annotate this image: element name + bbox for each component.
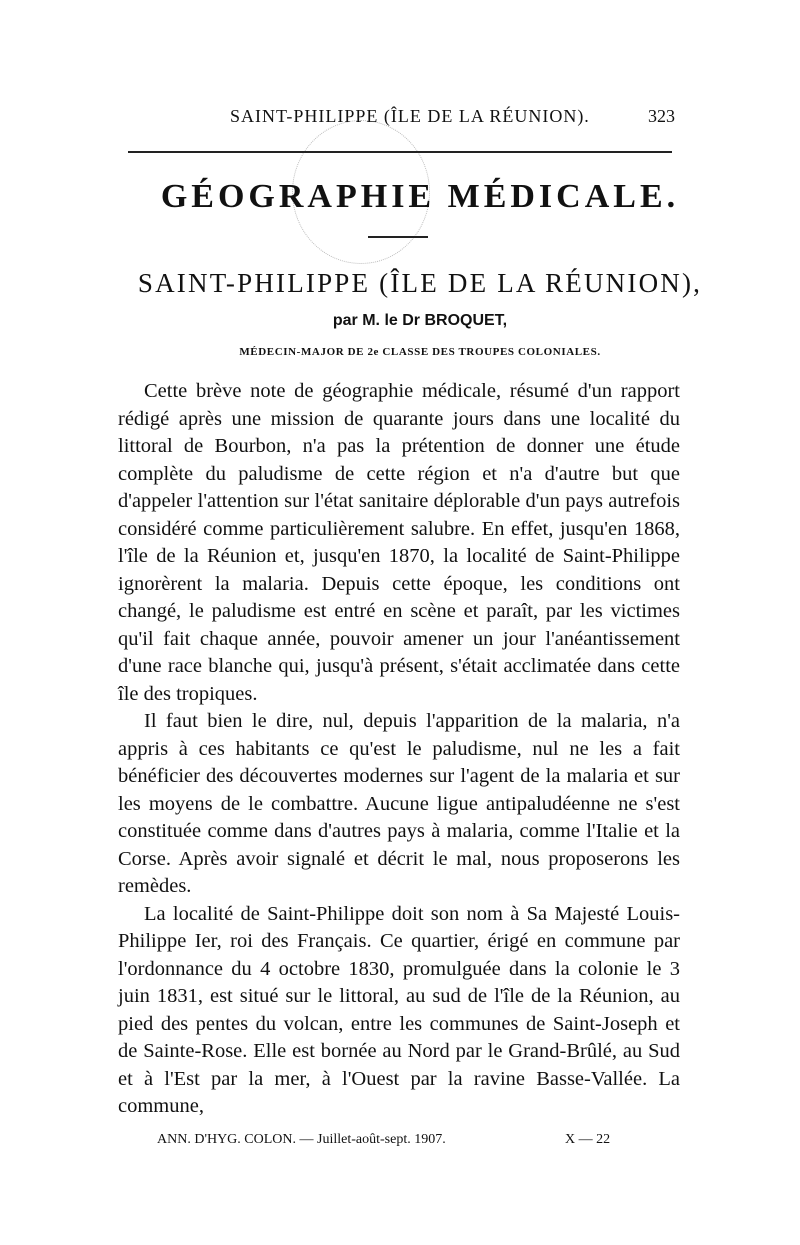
- title-rule: [368, 236, 428, 238]
- author-rank: MÉDECIN-MAJOR DE 2e CLASSE DES TROUPES COLONIALES.: [239, 346, 601, 358]
- byline: par M. le Dr BROQUET,: [332, 312, 508, 329]
- article-title: SAINT-PHILIPPE (ÎLE DE LA RÉUNION),: [137, 268, 703, 298]
- page-footer: [0, 1132, 800, 1156]
- paragraph: La localité de Saint-Philippe doit son nom à Sa Majesté Louis-Philippe Ier, roi des Français. Ce quartier, érigé en commune par l'ordonnance du 4 octobre 1830, promulguée dans la colonie le 3 juin 1831, est situé sur le littoral, au sud de l'île de la Réunion, au pied des pentes du volcan, entre les communes de Saint-Joseph et de Sainte-Rose. Elle est bornée au Nord par le Grand-Brûlé, au Sud et à l'Est par la mer, à l'Ouest par la ravine Basse-Vallée. La commune,: [118, 902, 680, 1117]
- article-body: [118, 378, 680, 1121]
- section-title: GÉOGRAPHIE MÉDICALE.: [160, 178, 680, 215]
- footer-sheet-mark: X — 22: [565, 1132, 611, 1147]
- paragraph: Cette brève note de géographie médicale, résumé d'un rapport rédigé après une mission de quarante jours dans une localité du littoral de Bourbon, n'a pas la prétention de donner une étude complète du paludisme de cette région et n'a d'autre but que d'appeler l'attention sur l'état sanitaire déplorable d'un pays autrefois considéré comme particulièrement salubre. En effet, jusqu'en 1868, l'île de la Réunion et, jusqu'en 1870, la localité de Saint-Philippe ignorèrent la malaria. Depuis cette époque, les conditions ont changé, le paludisme est entré en scène et paraît, par les victimes qu'il fait chaque année, pouvoir amener un jour l'anéantissement d'une race blanche qui, jusqu'à présent, s'était acclimatée dans cette île des tropiques.: [118, 380, 680, 705]
- running-title: SAINT-PHILIPPE (ÎLE DE LA RÉUNION).: [230, 106, 590, 126]
- footer-source: ANN. D'HYG. COLON. — Juillet-août-sept. 1907.: [157, 1132, 446, 1147]
- page-number: 323: [648, 106, 675, 126]
- paragraph: Il faut bien le dire, nul, depuis l'apparition de la malaria, n'a appris à ces habitants ce qu'est le paludisme, nul ne les a fait bénéficier des découvertes modernes sur l'agent de la malaria et sur les moyens de le combattre. Aucune ligue antipaludéenne ne s'est constituée comme dans d'autres pays à malaria, comme l'Italie et la Corse. Après avoir signalé et décrit le mal, nous proposerons les remèdes.: [118, 710, 680, 897]
- running-head: [0, 106, 800, 132]
